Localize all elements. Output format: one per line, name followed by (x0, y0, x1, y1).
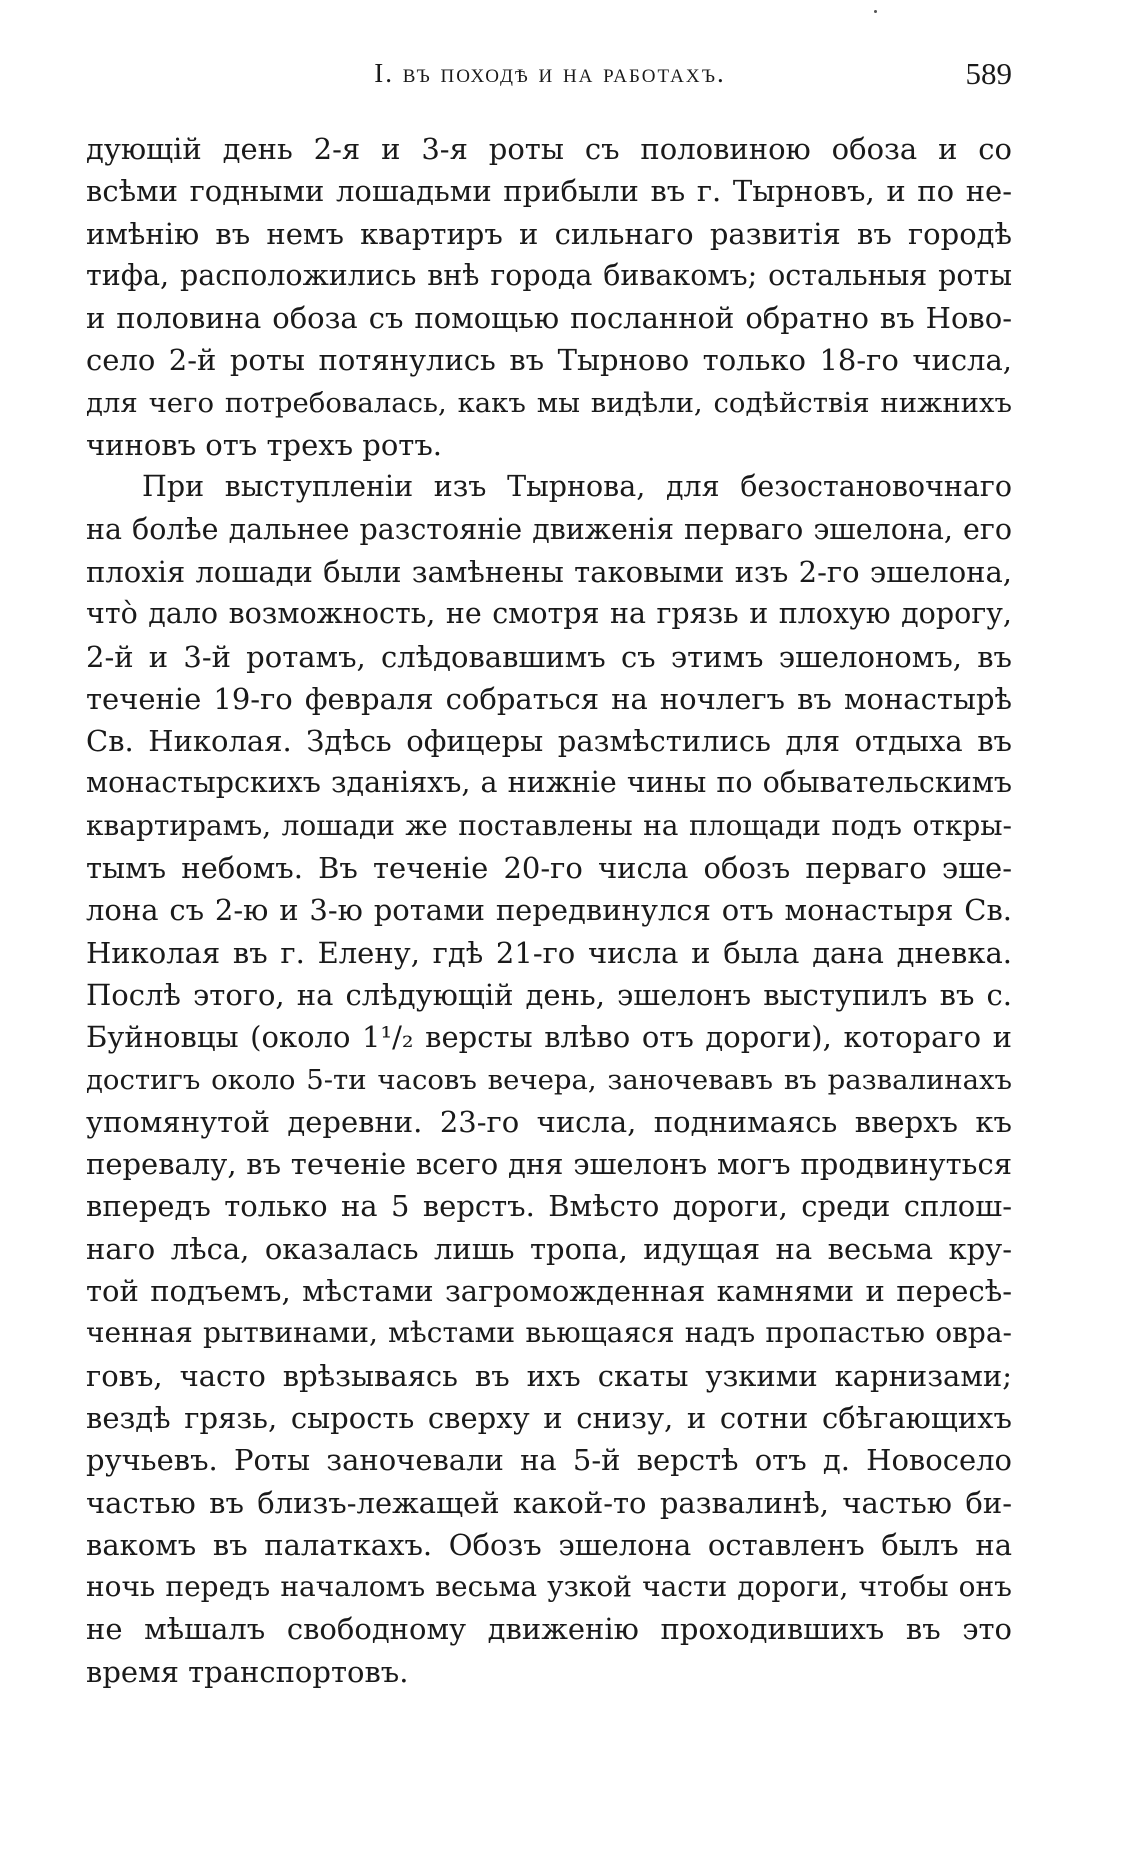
text-line: вездѣ грязь, сырость сверху и снизу, и сотни сбѣгающихъ (86, 1400, 1012, 1435)
text-line: всѣми годными лошадьми прибыли въ г. Тырновъ, и по не- (86, 174, 1012, 209)
text-line: впередъ только на 5 верстъ. Вмѣсто дороги, среди сплош- (86, 1189, 1012, 1224)
text-line: чиновъ отъ трехъ ротъ. (86, 428, 442, 463)
text-line: не мѣшалъ свободному движенію проходившихъ въ это (86, 1612, 1012, 1647)
text-line: монастырскихъ зданіяхъ, а нижніе чины по обывательскимъ (86, 766, 1012, 800)
running-title: I. въ походѣ и на работахъ. (374, 58, 726, 88)
text-line: тымъ небомъ. Въ теченіе 20-го числа обозъ перваго эше- (86, 851, 1012, 886)
text-line: частью въ близъ-лежащей какой-то развалинѣ, частью би- (86, 1485, 1012, 1520)
text-line: Послѣ этого, на слѣдующій день, эшелонъ выступилъ въ с. (86, 977, 1012, 1012)
text-line: тифа, расположились внѣ города бивакомъ; остальныя роты (86, 258, 1012, 292)
text-line: наго лѣса, оказалась лишь тропа, идущая на весьма кру- (86, 1231, 1012, 1266)
text-line: лона съ 2-ю и 3-ю ротами передвинулся отъ монастыря Св. (86, 893, 1012, 928)
text-line: и половина обоза съ помощью посланной обратно въ Ново- (86, 301, 1012, 336)
text-line: той подъемъ, мѣстами загроможденная камнями и пересѣ- (86, 1274, 1012, 1309)
text-line: При выступленіи изъ Тырнова, для безостановочнаго (142, 470, 1012, 504)
text-line: вакомъ въ палаткахъ. Обозъ эшелона оставленъ былъ на (86, 1527, 1012, 1562)
text-line: село 2-й роты потянулись въ Тырново только 18-го числа, (86, 343, 1012, 378)
text-line: 2-й и 3-й ротамъ, слѣдовавшимъ съ этимъ эшелономъ, въ (86, 639, 1012, 674)
text-line: на болѣе дальнее разстояніе движенія перваго эшелона, его (86, 512, 1012, 546)
text-line: перевалу, въ теченіе всего дня эшелонъ могъ продвинуться (86, 1147, 1012, 1182)
text-line: говъ, часто врѣзываясь въ ихъ скаты узкими карнизами; (86, 1358, 1012, 1393)
print-speck (874, 10, 877, 13)
text-line: ченная рытвинами, мѣстами вьющаяся надъ пропастью овра- (86, 1316, 1012, 1350)
text-line: имѣнію въ немъ квартиръ и сильнаго развитія въ городѣ (86, 216, 1012, 251)
text-line: для чего потребовалась, какъ мы видѣли, содѣйствія нижнихъ (86, 386, 1012, 419)
text-line: упомянутой деревни. 23-го числа, поднимаясь вверхъ къ (86, 1104, 1012, 1139)
text-line: плохія лошади были замѣнены таковыми изъ 2-го эшелона, (86, 554, 1012, 589)
text-line: время транспортовъ. (86, 1654, 409, 1689)
text-line: Николая въ г. Елену, гдѣ 21-го числа и была дана дневка. (86, 935, 1012, 970)
text-line: ночь передъ началомъ весьма узкой части дороги, чтобы онъ (86, 1570, 1012, 1604)
text-line: достигъ около 5-ти часовъ вечера, заночевавъ въ развалинахъ (86, 1063, 1012, 1096)
text-line: Буйновцы (около 1¹/₂ версты влѣво отъ дороги), котораго и (86, 1020, 1012, 1055)
page-header (88, 58, 1012, 98)
paragraph-1 (86, 128, 1012, 466)
body-text (86, 128, 1012, 1693)
text-line: что̀ дало возможность, не смотря на грязь и плохую дорогу, (86, 597, 1012, 631)
page-number: 589 (965, 56, 1012, 91)
text-line: теченіе 19-го февраля собраться на ночлегъ въ монастырѣ (86, 681, 1012, 716)
text-line: дующій день 2-я и 3-я роты съ половиною обоза и со (86, 132, 1012, 166)
text-line: ручьевъ. Роты заночевали на 5-й верстѣ отъ д. Новосело (86, 1443, 1012, 1478)
text-line: квартирамъ, лошади же поставлены на площади подъ откры- (86, 808, 1012, 842)
paragraph-2 (86, 466, 1012, 1693)
text-line: Св. Николая. Здѣсь офицеры размѣстились для отдыха въ (86, 724, 1012, 759)
